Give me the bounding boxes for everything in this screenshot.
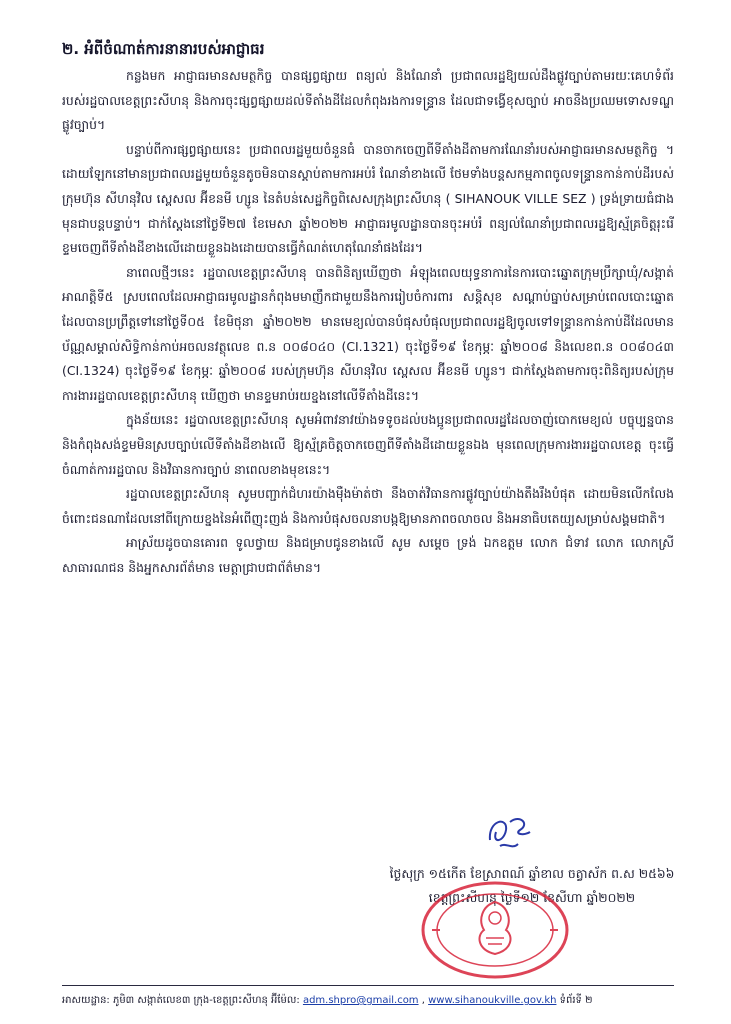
footer-email-link[interactable]: adm.shpro@gmail.com xyxy=(302,995,419,1006)
footer-divider xyxy=(62,985,674,986)
footer-page-number: ទំព័រទី ២ xyxy=(556,995,593,1006)
footer-separator: , xyxy=(418,995,429,1006)
handwritten-initials xyxy=(480,810,540,854)
closing-paragraph: អាស្រ័យដូចបានគោរព ទូលថ្វាយ និងជម្រាបជូនខាងលើ សូម សម្តេច ទ្រង់ ឯកឧត្តម លោក ជំទាវ លោក លោកស្រី សាធារណជន និងអ្នកសារព័ត៌មាន មេត្តាជ្រាបជាព័ត៌មាន។ xyxy=(62,535,674,575)
lunar-date: ថ្ងៃសុក្រ ១៥កើត ខែស្រាពណ៍ ឆ្នាំខាល ចត្វាស័ក ព.ស ២៥៦៦ xyxy=(389,866,675,881)
body-text xyxy=(62,64,674,580)
footer-website-link[interactable]: www.sihanoukville.gov.kh xyxy=(428,995,557,1006)
solar-date: ខេត្តព្រះសីហនុ ថ្ងៃទី១២ ខែសីហា ឆ្នាំ២០២២ xyxy=(428,890,636,905)
footer-address: អាសយដ្ឋាន: ភូមិ៣ សង្កាត់លេខ៣ ក្រុង-ខេត្តព្រះសីហនុ អ៊ីម៉ែល: xyxy=(62,995,303,1006)
paragraph-3: នាពេលថ្មីៗនេះ រដ្ឋបាលខេត្តព្រះសីហនុ បានពិនិត្យឃើញថា អំឡុងពេលយុទ្ធនាការនៃការបោះឆ្នោតក្រុមប្រឹក្សាឃុំ/សង្កាត់អាណត្តិទី៥ ស្របពេលដែលអាជ្ញាធរមូលដ្ឋានកំពុងមមាញឹកជាមួយនឹងការរៀបចំការពារ សន្តិសុខ សណ្តាប់ធ្នាប់សម្រាប់ពេលបោះឆ្នោតដែលបានប្រព្រឹត្តទៅនៅថ្ងៃទី០៥ ខែមិថុនា ឆ្នាំ២០២២ មានមេខ្យល់បានបំផុសបំផុលប្រជាពលរដ្ឋឱ្យចូលទៅទន្ទ្រានកាន់កាប់ដីដែលមានប័ណ្ណសម្គាល់សិទ្ធិកាន់កាប់អចលនវត្ថុលេខ ព.ន ០០៨០៤០ (CI.1321) ចុះថ្ងៃទី១៩ ខែកុម្ភៈ ឆ្នាំ២០០៨ និងលេខព.ន ០០៨០៤៣ (CI.1324) ចុះថ្ងៃទី១៩ ខែកុម្ភៈ ឆ្នាំ២០០៨ របស់ក្រុមហ៊ុន សីហនុវិល ស្ពេសល អ៊ីខនមី ហ្សូន។ ជាក់ស្តែងតាមការចុះពិនិត្យរបស់ក្រុមការងាររដ្ឋបាលខេត្តព្រះសីហនុ ឃើញថា មានខ្ទមរាប់រយខ្នងនៅលើទីតាំងដីនេះ។ xyxy=(62,264,674,403)
page-footer xyxy=(62,993,702,1008)
paragraph-4: ក្នុងន័យនេះ រដ្ឋបាលខេត្តព្រះសីហនុ សូមអំពាវនាវយ៉ាងទទូចដល់បងប្អូនប្រជាពលរដ្ឋដែលចាញ់បោកមេខ្យល់ បច្ចុប្បន្នបាននិងកំពុងសង់ខ្ទមមិនស្របច្បាប់លើទីតាំងដីខាងលើ ឱ្យស្ម័គ្រចិត្តចាកចេញពីទីតាំងដីដោយខ្លួនឯង មុនពេលក្រុមការងាររដ្ឋបាលខេត្ត ចុះធ្វើចំណាត់ការរដ្ឋបាល និងវិធានការច្បាប់ នាពេលខាងមុខនេះ។ xyxy=(62,412,674,477)
section-heading: ២. អំពីចំណាត់ការនានារបស់អាជ្ញាធរ xyxy=(62,40,265,58)
paragraph-1: កន្លងមក អាជ្ញាធរមានសមត្ថកិច្ច បានផ្សព្វផ្សាយ ពន្យល់ និងណែនាំ ប្រជាពលរដ្ឋឱ្យយល់ដឹងផ្លូវច្បាប់តាមរយៈគេហទំព័ររបស់រដ្ឋបាលខេត្តព្រះសីហនុ និងការចុះផ្សព្វផ្សាយដល់ទីតាំងដីដែលកំពុងរងការទន្ទ្រាន ដែលជាទង្វើខុសច្បាប់ អាចនឹងប្រឈមទោសទណ្ឌផ្លូវច្បាប់។ xyxy=(62,68,674,133)
paragraph-2: បន្ទាប់ពីការផ្សព្វផ្សាយនេះ ប្រជាពលរដ្ឋមួយចំនួនធំ បានចាកចេញពីទីតាំងដីតាមការណែនាំរបស់អាជ្ញាធរមានសមត្ថកិច្ច ។ ដោយឡែកនៅមានប្រជាពលរដ្ឋមួយចំនួនតូចមិនបានស្តាប់តាមការអប់រំ ណែនាំខាងលើ ថែមទាំងបន្តសកម្មភាពចូលទន្ទ្រានកាន់កាប់ដីរបស់ក្រុមហ៊ុន សីហនុវិល ស្ពេសល អ៊ីខនមី ហ្សូន នៃតំបន់សេដ្ឋកិច្ចពិសេសក្រុងព្រះសីហនុ ( SIHANOUK VILLE SEZ ) ទ្រង់ទ្រាយធំជាងមុនជាបន្តបន្ទាប់។ ជាក់ស្តែងនៅថ្ងៃទី២៧ ខែមេសា ឆ្នាំ២០២២ អាជ្ញាធរមូលដ្ឋានបានចុះអប់រំ ពន្យល់ណែនាំប្រជាពលរដ្ឋឱ្យស្ម័គ្រចិត្តរុះរើខ្ទមចេញពីទីតាំងដីខាងលើដោយខ្លួនឯងដោយបានធ្វើកំណត់ហេតុណែនាំផងដែរ។ xyxy=(62,141,674,256)
paragraph-5: រដ្ឋបាលខេត្តព្រះសីហនុ សូមបញ្ជាក់ជំហរយ៉ាងម៉ឺងម៉ាត់ថា នឹងចាត់វិធានការផ្លូវច្បាប់យ៉ាងតឹងរឹងបំផុត ដោយមិនលើកលែងចំពោះជនណាដែលនៅពីក្រោយខ្នងនៃអំពើញុះញង់ និងការបំផុសចលនាបង្កឱ្យមានភាពចលាចល និងអនាធិបតេយ្យសម្រាប់សង្គមជាតិ។ xyxy=(62,486,674,526)
official-seal-icon xyxy=(420,880,570,980)
